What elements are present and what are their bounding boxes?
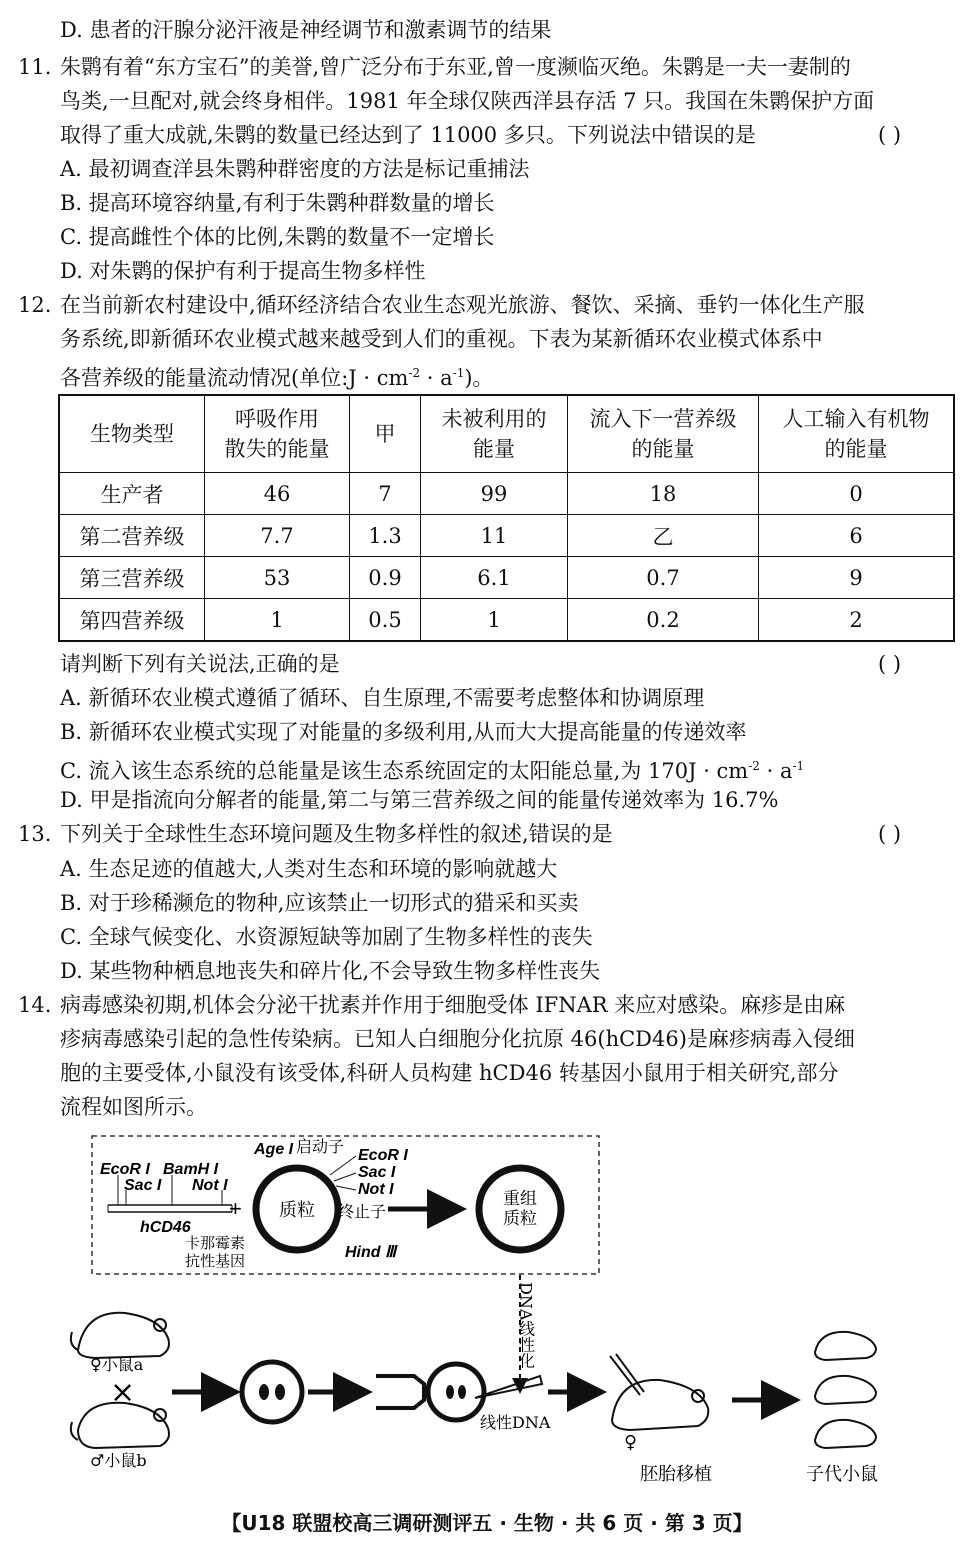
table-cell: 7 [350,473,421,515]
hcd46-label: hCD46 [140,1219,191,1236]
q11-option-d: D. 对朱鹮的保护有利于提高生物多样性 [60,259,426,283]
offspring-label: 子代小鼠 [806,1464,878,1485]
q12-stem-line3: 各营养级的能量流动情况(单位:J · $cm^{-2} \cdot a^{-1}$)。 [60,366,494,390]
q13-option-a: A. 生态足迹的值越大,人类对生态和环境的影响就越大 [60,857,558,881]
table-cell: 0.2 [568,599,759,642]
q14-stem-line4: 流程如图所示。 [60,1095,207,1119]
table-cell: 11 [421,515,568,557]
plus-sign: + [229,1196,242,1221]
table-cell: 0.7 [568,557,759,599]
sac1-label: Sac I [124,1177,162,1194]
q13-option-b: B. 对于珍稀濒危的物种,应该禁止一切形式的猎采和买卖 [60,891,579,915]
ecor1-right-label: EcoR I [358,1147,408,1164]
table-cell: 2 [759,599,955,642]
bamh1-label: BamH I [163,1161,219,1178]
transgenic-mouse-flow-diagram [60,1130,900,1500]
sac1-right-label: Sac I [358,1164,396,1181]
header-respiration: 呼吸作用 散失的能量 [205,395,350,473]
header-jia: 甲 [350,395,421,473]
q14-stem-line2: 疹病毒感染引起的急性传染病。已知人白细胞分化抗原 46(hCD46)是麻疹病毒入侵细 [60,1027,855,1051]
q11-stem-line1: 朱鹮有着“东方宝石”的美誉,曾广泛分布于东亚,曾一度濒临灭绝。朱鹮是一夫一妻制的 [60,55,851,79]
q14-stem-line3: 胞的主要受体,小鼠没有该受体,科研人员构建 hCD46 转基因小鼠用于相关研究,部分 [60,1061,839,1085]
table-row [59,557,954,599]
terminator-label: 终止子 [338,1202,387,1221]
energy-flow-table [58,394,955,642]
q12-answer-paren: ( ) [878,652,902,676]
offspring-mice [815,1332,876,1448]
q12-option-c: C. 流入该生态系统的总能量是该生态系统固定的太阳能总量,为 $170J \cdot cm^{-2} \cdot a^{-1}$ [60,759,805,783]
table-cell: 7.7 [205,515,350,557]
q12-stem-line1: 在当前新农村建设中,循环经济结合农业生态观光旅游、餐饮、采摘、垂钓一体化生产服 [60,293,865,317]
table-row [59,599,954,642]
plasmid-label: 质粒 [279,1200,315,1221]
q11-option-a: A. 最初调查洋县朱鹮种群密度的方法是标记重捕法 [60,157,530,181]
table-cell: 1 [421,599,568,642]
age1-label: Age I [254,1141,294,1158]
header-organism-type: 生物类型 [59,395,205,473]
header-artificial-input: 人工输入有机物 的能量 [759,395,955,473]
q12-question: 请判断下列有关说法,正确的是 [60,652,340,676]
table-cell: 0.9 [350,557,421,599]
q11-stem-line2: 鸟类,一旦配对,就会终身相伴。1981 年全球仅陕西洋县存活 7 只。我国在朱鹮保护方面 [60,89,875,113]
table-cell: 第二营养级 [59,515,205,557]
table-cell: 0.5 [350,599,421,642]
table-cell: 18 [568,473,759,515]
table-cell: 第三营养级 [59,557,205,599]
table-header-row [59,395,954,473]
injected-zygote-cell [428,1364,484,1420]
hind3-label: Hind Ⅲ [345,1244,397,1261]
q12-option-b: B. 新循环农业模式实现了对能量的多级利用,从而大大提高能量的传递效率 [60,720,747,744]
q11-option-c: C. 提高雌性个体的比例,朱鹮的数量不一定增长 [60,225,495,249]
kan-label-line2: 抗性基因 [185,1252,246,1270]
table-row [59,473,954,515]
promoter-label: 启动子 [296,1137,345,1156]
q10-option-d: D. 患者的汗腺分泌汗液是神经调节和激素调节的结果 [60,18,552,42]
table-cell: 1 [205,599,350,642]
linearize-label: DNA线性化 [516,1282,536,1369]
table-cell: 1.3 [350,515,421,557]
table-cell: 6 [759,515,955,557]
q13-number: 13. [18,822,52,846]
table-cell: 9 [759,557,955,599]
q13-option-c: C. 全球气候变化、水资源短缺等加剧了生物多样性的丧失 [60,925,593,949]
q14-number: 14. [18,993,52,1017]
not1-label: Not I [192,1177,228,1194]
mouse-b-label: ♂小鼠b [90,1451,147,1470]
q12-option-a: A. 新循环农业模式遵循了循环、自生原理,不需要考虑整体和协调原理 [60,686,705,710]
q14-stem-line1: 病毒感染初期,机体会分泌干扰素并作用于细胞受体 IFNAR 来应对感染。麻疹是由麻 [60,993,846,1017]
table-cell: 0 [759,473,955,515]
table-cell: 99 [421,473,568,515]
q11-option-b: B. 提高环境容纳量,有利于朱鹮种群数量的增长 [60,191,495,215]
kan-label-line1: 卡那霉素 [185,1234,246,1252]
q13-answer-paren: ( ) [878,822,902,846]
cross-sign: × [110,1375,136,1410]
recombinant-label-line2: 质粒 [503,1209,537,1229]
q11-stem-line3: 取得了重大成就,朱鹮的数量已经达到了 11000 多只。下列说法中错误的是 [60,123,756,147]
not1-right-label: Not I [358,1181,394,1198]
table-cell: 乙 [568,515,759,557]
recipient-mouse [610,1354,708,1430]
table-cell: 53 [205,557,350,599]
table-row [59,515,954,557]
recombinant-label-line1: 重组 [503,1189,537,1209]
female-symbol: ♀ [624,1432,638,1453]
ecor1-label: EcoR I [100,1161,150,1178]
holding-pipette [376,1376,424,1408]
table-cell: 第四营养级 [59,599,205,642]
q12-stem-line2: 务系统,即新循环农业模式越来越受到人们的重视。下表为某新循环农业模式体系中 [60,327,823,351]
q11-answer-paren: ( ) [878,123,902,147]
q13-stem: 下列关于全球性生态环境问题及生物多样性的叙述,错误的是 [60,822,613,846]
linear-dna-label: 线性DNA [480,1413,551,1432]
table-cell: 46 [205,473,350,515]
table-cell: 6.1 [421,557,568,599]
header-unused: 未被利用的 能量 [421,395,568,473]
mouse-a-label: ♀小鼠a [90,1355,144,1374]
q12-option-d: D. 甲是指流向分解者的能量,第二与第三营养级之间的能量传递效率为 16.7% [60,788,779,812]
table-cell: 生产者 [59,473,205,515]
zygote-cell [242,1362,302,1422]
q11-number: 11. [18,55,52,79]
transfer-label: 胚胎移植 [640,1464,712,1485]
header-next-level: 流入下一营养级 的能量 [568,395,759,473]
mouse-a [71,1313,169,1358]
q13-option-d: D. 某些物种栖息地丧失和碎片化,不会导致生物多样性丧失 [60,959,601,983]
q12-number: 12. [18,293,52,317]
page-footer: 【U18 联盟校高三调研测评五 · 生物 · 共 6 页 · 第 3 页】 [221,1511,753,1535]
